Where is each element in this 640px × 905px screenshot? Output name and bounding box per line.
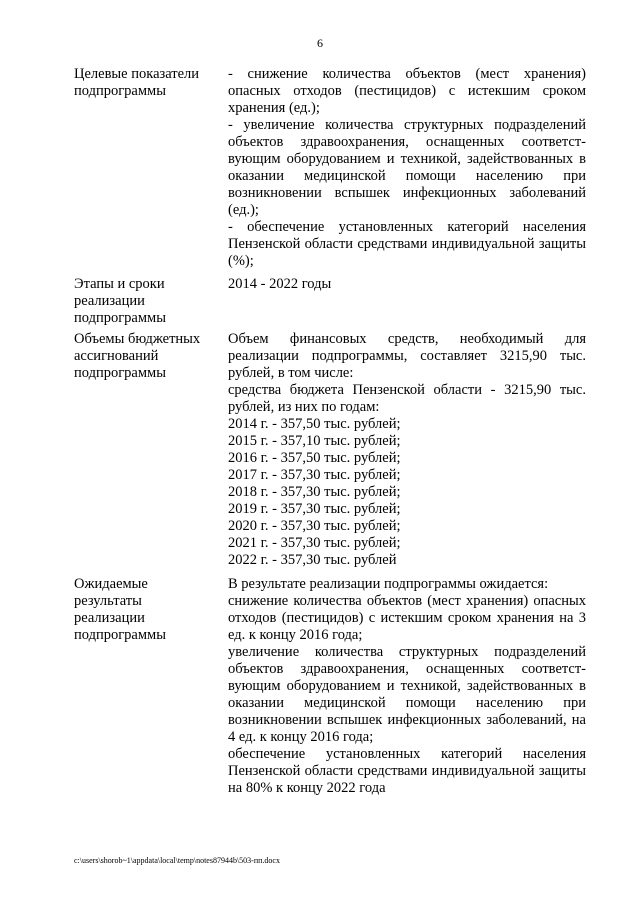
page-number: 6: [317, 36, 323, 50]
year-amount: 2016 г. - 357,50 тыс. рублей;: [228, 450, 401, 466]
row-content: [228, 576, 586, 797]
row-label: Целевые показатели подпрограммы: [74, 66, 200, 99]
year-amount: 2021 г. - 357,30 тыс. рублей;: [228, 535, 401, 551]
paragraph: - обеспечение установленных категорий населения Пензенской области средствами индивидуальной защиты (%);: [228, 219, 586, 269]
year-amount: 2014 г. - 357,50 тыс. рублей;: [228, 416, 401, 432]
paragraph: увеличение количества структурных подразделений объектов здравоохранения, оснащенных соответст-вующим оборудованием и техникой, задействованных в оказании медицинской помощи населению при возникновении вспышек инфекционных заболеваний, на 4 ед. к концу 2016 года;: [228, 644, 586, 745]
year-amount: 2015 г. - 357,10 тыс. рублей;: [228, 433, 401, 449]
paragraph: В результате реализации подпрограммы ожидается:: [228, 576, 549, 592]
year-amount: 2022 г. - 357,30 тыс. рублей: [228, 552, 397, 568]
paragraph: снижение количества объектов (мест хранения) опасных отходов (пестицидов) с истекшим сроком хранения на 3 ед. к концу 2016 года;: [228, 593, 586, 643]
paragraph: 2014 - 2022 годы: [228, 276, 332, 292]
row-label: Объемы бюджетных ассигнований подпрограммы: [74, 331, 201, 381]
row-label: Ожидаемые результаты реализации подпрограммы: [74, 576, 166, 643]
row-label: Этапы и сроки реализации подпрограммы: [74, 276, 166, 326]
footer-file-path: c:\users\shorob~1\appdata\local\temp\notes87944b\503-пп.docx: [74, 856, 280, 865]
paragraph: Объем финансовых средств, необходимый для реализации подпрограммы, составляет 3215,90 тыс. рублей, в том числе:: [228, 331, 586, 381]
row-content: [228, 331, 586, 569]
paragraph: обеспечение установленных категорий населения Пензенской области средствами индивидуальной защиты на 80% к концу 2022 года: [228, 746, 586, 796]
row-content: [228, 276, 586, 293]
paragraph: - увеличение количества структурных подразделений объектов здравоохранения, оснащенных соответст-вующим оборудованием и техникой, задействованных в оказании медицинской помощи населению при возникновении вспышек инфекционных заболеваний (ед.);: [228, 117, 586, 218]
paragraph: средства бюджета Пензенской области - 3215,90 тыс. рублей, из них по годам:: [228, 382, 586, 415]
year-amount: 2017 г. - 357,30 тыс. рублей;: [228, 467, 401, 483]
year-amount: 2018 г. - 357,30 тыс. рублей;: [228, 484, 401, 500]
row-content: [228, 66, 586, 270]
paragraph: - снижение количества объектов (мест хранения) опасных отходов (пестицидов) с истекшим сроком хранения (ед.);: [228, 66, 586, 116]
year-amount: 2019 г. - 357,30 тыс. рублей;: [228, 501, 401, 517]
year-amount: 2020 г. - 357,30 тыс. рублей;: [228, 518, 401, 534]
